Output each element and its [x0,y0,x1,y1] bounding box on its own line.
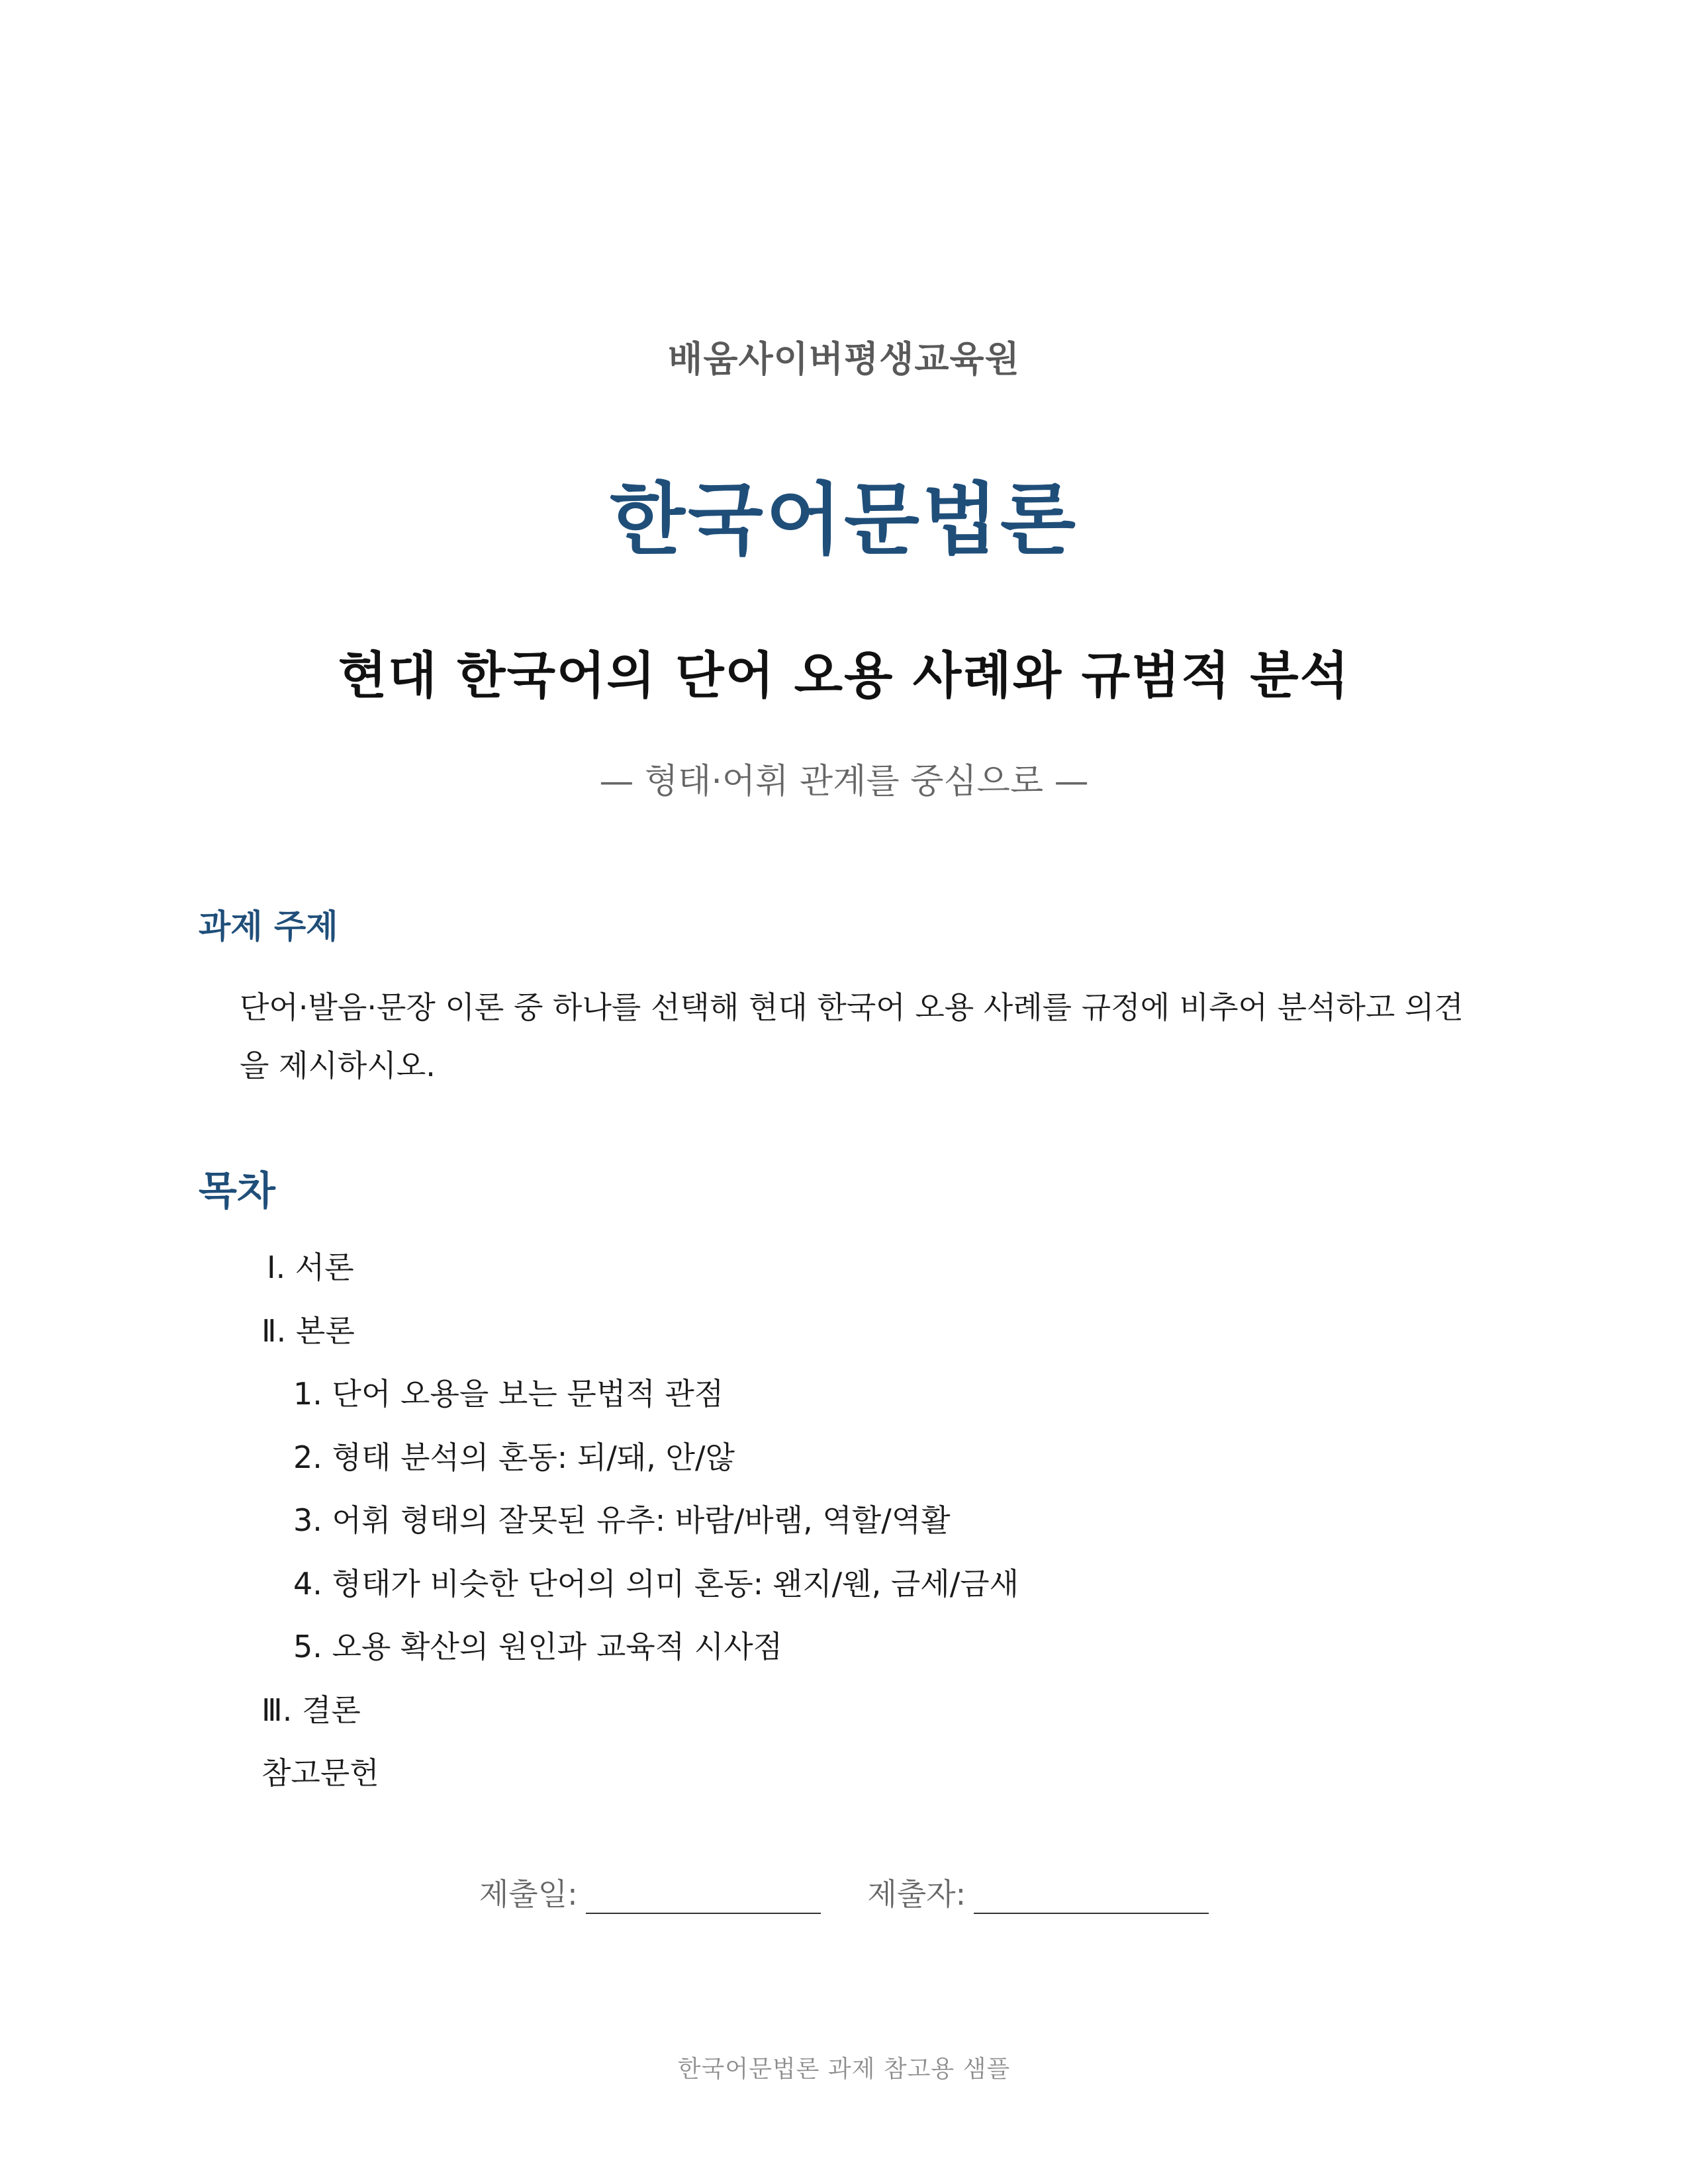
course-title: 한국어문법론 [610,474,1078,565]
toc-item-conclusion: Ⅲ. 결론 [261,1692,361,1728]
page-footer: 한국어문법론 과제 참고용 샘플 [677,2056,1011,2083]
institution-name: 배움사이버평생교육원 [668,338,1020,380]
submission-author-blank[interactable] [974,1876,1209,1914]
submission-author-label: 제출자: [867,1876,966,1912]
toc-heading: 목차 [199,1168,275,1214]
toc-item-body-2: 2. 형태 분석의 혼동: 되/돼, 안/않 [293,1439,735,1475]
submission-date-blank[interactable] [586,1876,821,1914]
toc-item-introduction: Ⅰ. 서론 [267,1250,354,1285]
submission-date-label: 제출일: [479,1876,578,1912]
toc-item-body-4: 4. 형태가 비슷한 단어의 의미 혼동: 왠지/웬, 금세/금새 [293,1565,1019,1602]
topic-heading: 과제 주제 [199,907,338,946]
report-title: 현대 한국어의 단어 오용 사례와 규범적 분석 [338,646,1350,705]
submission-author [867,1870,1209,1914]
toc-item-body-5: 5. 오용 확산의 원인과 교육적 시사점 [293,1629,783,1664]
submission-info [0,1870,1688,1914]
toc-item-references: 참고문헌 [261,1755,379,1791]
report-subtitle: — 형태·어휘 관계를 중심으로 — [599,762,1089,801]
table-of-contents [261,1244,1019,1813]
toc-item-body-3: 3. 어휘 형태의 잘못된 유추: 바람/바램, 역할/역활 [293,1502,951,1538]
submission-date [479,1870,821,1914]
toc-item-body: Ⅱ. 본론 [261,1312,355,1349]
topic-body: 단어·발음·문장 이론 중 하나를 선택해 현대 한국어 오용 사례를 규정에 비추어 분석하고 의견을 제시하시오. [240,989,1464,1083]
toc-item-body-1: 1. 단어 오용을 보는 문법적 관점 [293,1376,724,1412]
